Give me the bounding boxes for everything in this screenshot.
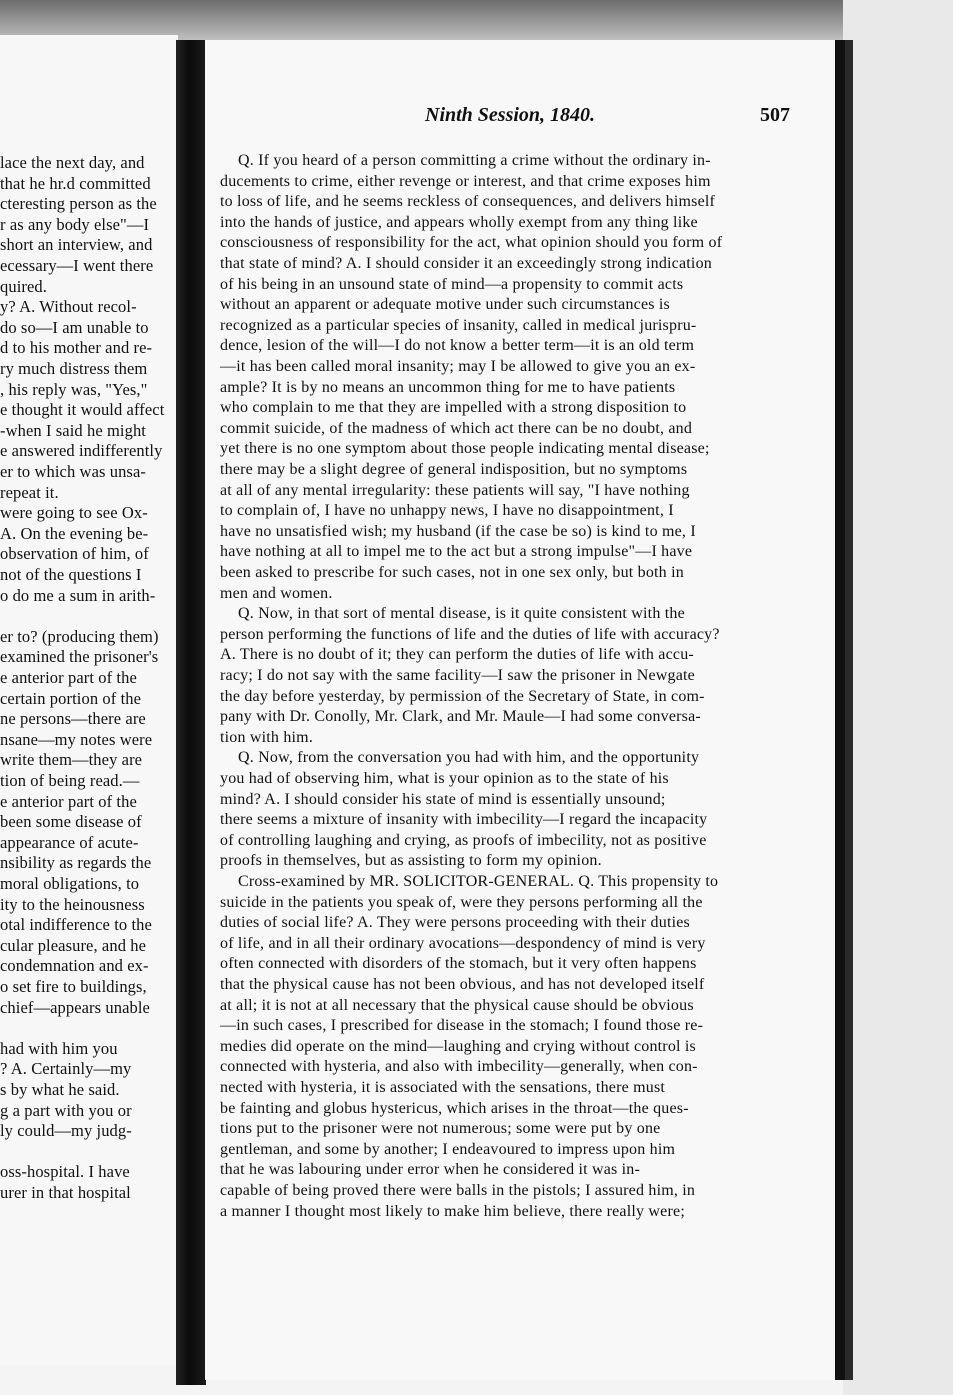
text-line: —it has been called moral insanity; may I be allowed to give you an ex-	[220, 358, 696, 375]
text-line: Q. Now, in that sort of mental disease, is it quite consistent with the	[238, 605, 685, 623]
left-page-line: s by what he said.	[0, 1080, 120, 1099]
text-line: there may be a slight degree of general indisposition, but no symptoms	[220, 461, 688, 478]
left-page-line: do so—I am unable to	[0, 317, 149, 337]
left-page-line: been some disease of	[0, 812, 142, 832]
text-line: who complain to me that they are impelled with a strong disposition to	[220, 399, 687, 417]
text-line: without an apparent or adequate motive under such circumstances is	[220, 296, 670, 314]
text-line: connected with hysteria, and also with imbecility—generally, when con-	[220, 1058, 698, 1076]
text-line: tion with him.	[220, 728, 314, 746]
page-number: 507	[760, 104, 790, 126]
left-page-line: r as any body else"—I	[0, 214, 150, 234]
left-page-line: repeat it.	[0, 482, 59, 502]
left-page-line: d to his mother and re-	[0, 338, 153, 358]
left-page-line: nsibility as regards the	[0, 853, 152, 873]
left-page-line: nsane—my notes were	[0, 729, 153, 749]
left-page-line: lace the next day, and	[0, 153, 145, 172]
text-line: A. There is no doubt of it; they can perform the duties of life with accu-	[220, 646, 694, 664]
text-line: commit suicide, of the madness of which act there can be no doubt, and	[220, 419, 693, 437]
text-line: men and women.	[220, 584, 333, 602]
left-page-line: cular pleasure, and he	[0, 935, 147, 955]
left-page-fragment	[0, 35, 178, 1365]
left-page-line: cteresting person as the	[0, 194, 157, 214]
page-edge	[845, 40, 853, 1380]
running-head: Ninth Session, 1840.	[425, 104, 596, 126]
text-line: gentleman, and some by another; I endeavoured to impress upon him	[220, 1140, 676, 1158]
left-page-line: ity to the heinousness	[0, 894, 145, 914]
left-page-line: not of the questions I	[0, 565, 142, 584]
left-page-line: certain portion of the	[0, 688, 142, 708]
left-page-line: moral obligations, to	[0, 874, 140, 893]
left-page-line: ne persons—there are	[0, 709, 146, 729]
left-page-line: oss-hospital. I have	[0, 1162, 130, 1182]
text-line: racy; I do not say with the same facility—I saw the prisoner in Newgate	[220, 667, 695, 684]
left-page-line: g a part with you or	[0, 1100, 132, 1120]
text-line: into the hands of justice, and appears wholly exempt from any thing like	[220, 213, 698, 231]
left-page-line: tion of being read.—	[0, 771, 140, 790]
text-line: that the physical cause has not been obvious, and has not developed itself	[220, 976, 705, 993]
left-page-line: er to which was unsa-	[0, 462, 146, 481]
left-page-line: quired.	[0, 276, 47, 296]
text-line: to complain of, I have no unhappy news, I have no disappointment, I	[220, 502, 674, 520]
text-line: pany with Dr. Conolly, Mr. Clark, and Mr. Maule—I had some conversa-	[220, 708, 701, 726]
text-line: medies did operate on the mind—laughing and crying without control is	[220, 1037, 696, 1055]
left-page-line: o set fire to buildings,	[0, 977, 147, 996]
text-line: nected with hysteria, it is associated with the sensations, there must	[220, 1079, 666, 1096]
scan-background	[843, 0, 953, 1395]
left-page-line: that he hr.d committed	[0, 173, 151, 193]
text-line: —in such cases, I prescribed for disease in the stomach; I found those re-	[220, 1017, 704, 1035]
text-line: of controlling laughing and crying, as proofs of imbecility, not as positive	[220, 831, 707, 849]
text-line: consciousness of responsibility for the act, what opinion should you form of	[220, 234, 723, 252]
text-line: that state of mind? A. I should consider it an exceedingly strong indication	[220, 255, 712, 272]
left-page-line: e answered indifferently	[0, 441, 163, 461]
text-line: have no unsatisfied wish; my husband (if the case be so) is kind to me, I	[220, 522, 696, 540]
text-line: to loss of life, and he seems reckless of consequences, and delivers himself	[220, 193, 716, 211]
text-line: have nothing at all to impel me to the act but a strong impulse"—I have	[220, 543, 693, 561]
text-line: proofs in themselves, but as assisting to form my opinion.	[220, 852, 602, 870]
text-line: of life, and in all their ordinary avocations—despondency of mind is very	[220, 934, 706, 952]
text-line: a manner I thought most likely to make him believe, there really were;	[220, 1202, 685, 1220]
text-line: been asked to prescribe for such cases, not in one sex only, but both in	[220, 564, 684, 581]
left-page-line: otal indifference to the	[0, 915, 152, 935]
text-line: there seems a mixture of insanity with imbecility—I regard the incapacity	[220, 811, 708, 829]
left-page-line: y? A. Without recol-	[0, 297, 137, 317]
left-page-line: ly could—my judg-	[0, 1121, 132, 1141]
left-page-line: e anterior part of the	[0, 668, 137, 687]
left-page-line: ? A. Certainly—my	[0, 1059, 132, 1079]
text-line: be fainting and globus hystericus, which arises in the throat—the ques-	[220, 1099, 689, 1117]
left-page-line: examined the prisoner's	[0, 647, 159, 667]
left-page-line: short an interview, and	[0, 235, 153, 255]
text-line: ducements to crime, either revenge or interest, and that crime exposes him	[220, 172, 711, 190]
text-line: often connected with disorders of the stomach, but it very often happens	[220, 955, 697, 973]
text-line: yet there is no one symptom about those people indicating mental disease;	[220, 440, 710, 458]
left-page-line: were going to see Ox-	[0, 503, 148, 523]
left-page-line: appearance of acute-	[0, 832, 139, 852]
text-line: at all of any mental irregularity: these patients will say, "I have nothing	[220, 481, 690, 499]
text-line: recognized as a particular species of insanity, called in medical jurispru-	[220, 316, 697, 334]
left-page-line: had with him you	[0, 1038, 118, 1058]
left-page-line: A. On the evening be-	[0, 523, 149, 543]
text-line: Q. If you heard of a person committing a crime without the ordinary in-	[238, 152, 711, 169]
left-page-line: observation of him, of	[0, 544, 149, 564]
text-line: ample? It is by no means an uncommon thing for me to have patients	[220, 378, 676, 396]
left-page-line: urer in that hospital	[0, 1183, 131, 1202]
left-page-line: -when I said he might	[0, 420, 146, 440]
text-line: tions put to the prisoner were not numerous; some were put by one	[220, 1120, 661, 1138]
text-line: of his being in an unsound state of mind—a propensity to commit acts	[220, 275, 684, 293]
book-gutter	[176, 40, 206, 1385]
text-line: Q. Now, from the conversation you had with him, and the opportunity	[238, 749, 700, 767]
text-line: the day before yesterday, by permission of the Secretary of State, in com-	[220, 687, 705, 705]
left-page-line: e anterior part of the	[0, 791, 137, 811]
text-line: dence, lesion of the will—I do not know a better term—it is an old term	[220, 337, 695, 355]
text-line: capable of being proved there were balls in the pistols; I assured him, in	[220, 1182, 696, 1199]
left-page-line: condemnation and ex-	[0, 956, 149, 976]
left-page-line: e thought it would affect	[0, 400, 165, 420]
text-line: suicide in the patients you speak of, were they persons performing all the	[220, 893, 703, 911]
text-line: mind? A. I should consider his state of mind is essentially unsound;	[220, 790, 666, 808]
text-line: Cross-examined by MR. SOLICITOR-GENERAL. Q. This propensity to	[238, 873, 719, 890]
left-page-line: ecessary—I went there	[0, 256, 154, 275]
text-line: duties of social life? A. They were persons proceeding with their duties	[220, 914, 690, 932]
left-page-line: ry much distress them	[0, 359, 148, 378]
left-page-line: o do me a sum in arith-	[0, 585, 156, 605]
left-page-line: er to? (producing them)	[0, 626, 159, 646]
text-line: at all; it is not at all necessary that the physical cause should be obvious	[220, 996, 694, 1014]
text-line: that he was labouring under error when he considered it was in-	[220, 1161, 641, 1179]
left-page-line: , his reply was, "Yes,"	[0, 379, 148, 399]
text-line: person performing the functions of life and the duties of life with accuracy?	[220, 625, 720, 643]
left-page-line: write them—they are	[0, 750, 143, 770]
left-page-line: chief—appears unable	[0, 997, 150, 1017]
text-line: you had of observing him, what is your opinion as to the state of his	[220, 770, 669, 787]
